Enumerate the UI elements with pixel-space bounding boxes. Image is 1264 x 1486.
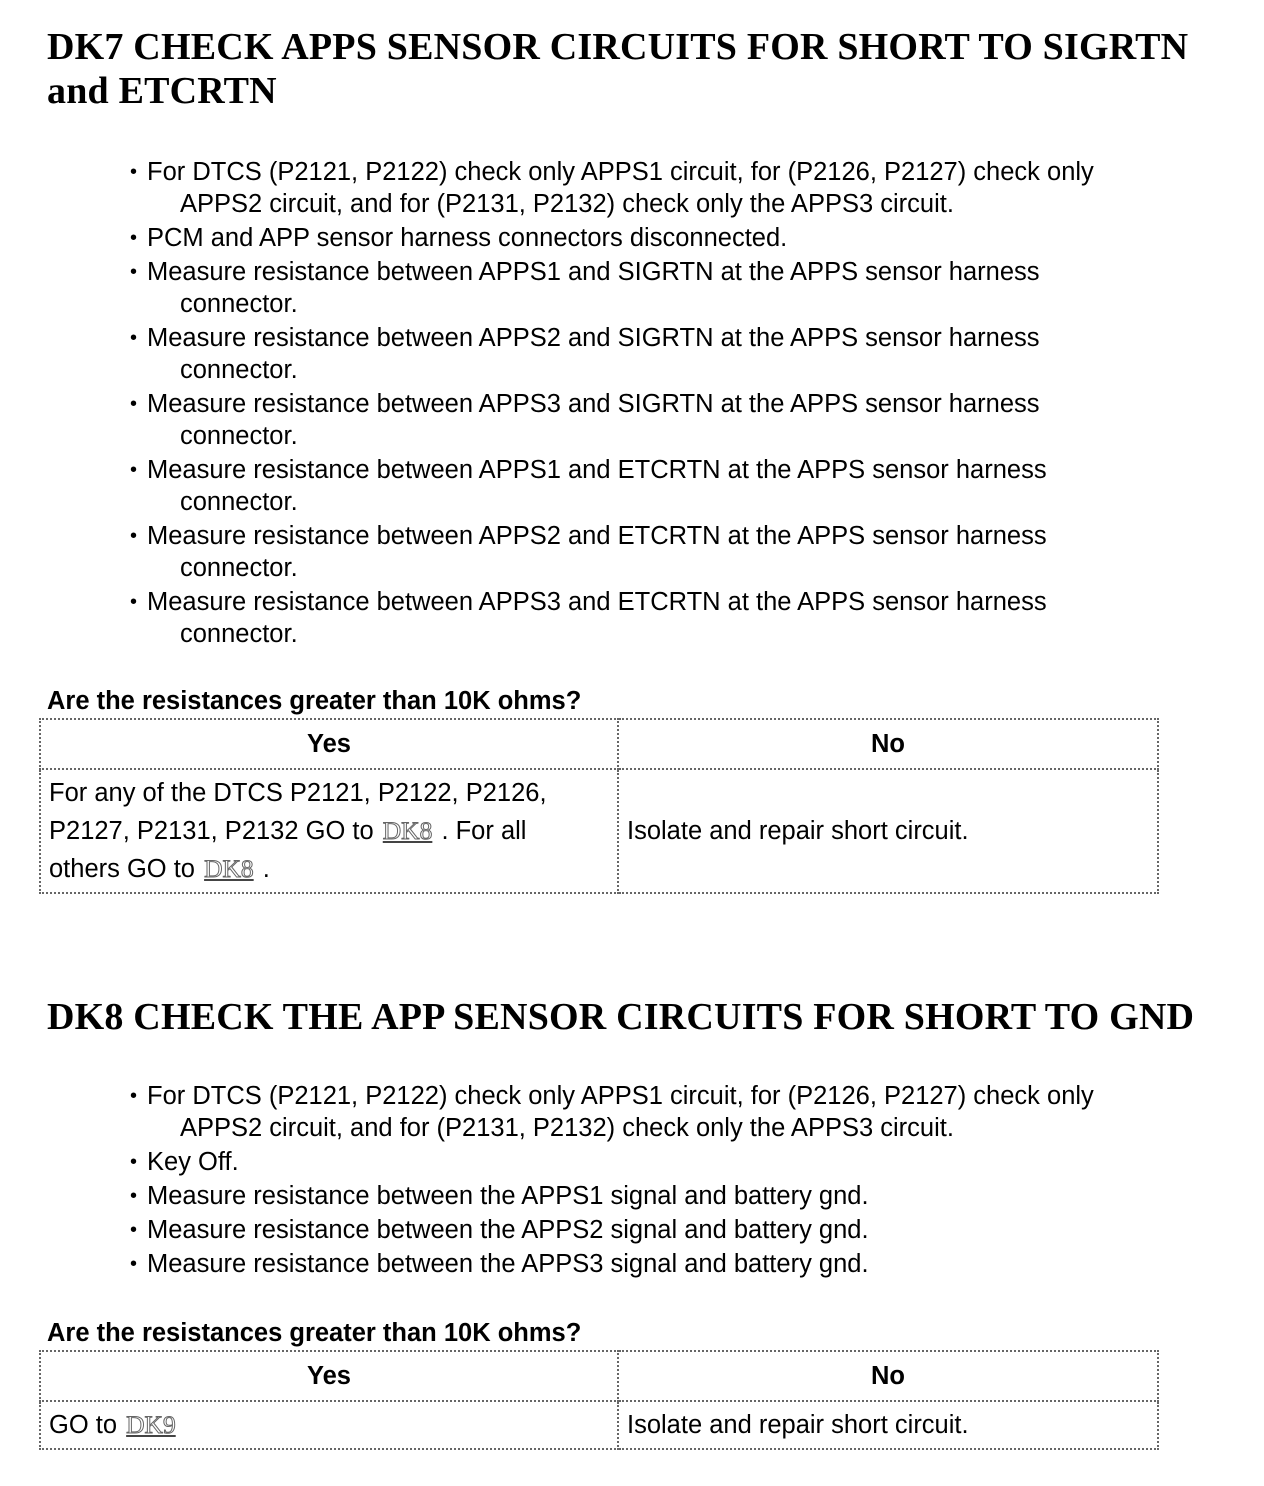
yes-header: Yes <box>40 1351 618 1401</box>
yes-cell: For any of the DTCS P2121, P2122, P2126, P2127, P2131, P2132 GO to DK8 . For all others GO to DK8 . <box>40 769 618 893</box>
step-list <box>130 1080 1230 1282</box>
table-row <box>40 1401 1158 1449</box>
answer-table <box>39 1350 1159 1450</box>
section-title: DK8 CHECK THE APP SENSOR CIRCUITS FOR SHORT TO GND <box>47 996 1195 1038</box>
question-text: Are the resistances greater than 10K ohms? <box>47 687 582 715</box>
title-line-1: DK7 CHECK APPS SENSOR CIRCUITS FOR SHORT TO SIGRTN <box>47 26 1189 68</box>
yes-header: Yes <box>40 719 618 769</box>
no-header: No <box>618 719 1158 769</box>
list-item: • Key Off. <box>130 1146 1230 1178</box>
question-text: Are the resistances greater than 10K ohms? <box>47 1319 582 1347</box>
yes-cell: GO to DK9 <box>40 1401 618 1449</box>
no-cell: Isolate and repair short circuit. <box>618 1401 1158 1449</box>
list-item: • Measure resistance between the APPS2 signal and battery gnd. <box>130 1214 1230 1246</box>
list-item: • Measure resistance between APPS3 and ETCRTN at the APPS sensor harness connector. <box>130 586 1230 650</box>
list-item: • Measure resistance between APPS1 and ETCRTN at the APPS sensor harness connector. <box>130 454 1230 518</box>
link-dk8[interactable]: DK8 <box>382 816 433 845</box>
section-dk8 <box>0 990 1264 1439</box>
link-dk9[interactable]: DK9 <box>126 1410 176 1439</box>
list-item: • Measure resistance between the APPS3 signal and battery gnd. <box>130 1248 1230 1280</box>
answer-table <box>39 718 1159 894</box>
list-item: • Measure resistance between the APPS1 signal and battery gnd. <box>130 1180 1230 1212</box>
table-row <box>40 769 1158 893</box>
table-header-row <box>40 1351 1158 1401</box>
no-cell: Isolate and repair short circuit. <box>618 769 1158 893</box>
list-item: • Measure resistance between APPS1 and SIGRTN at the APPS sensor harness connector. <box>130 256 1230 320</box>
title-line-2: and ETCRTN <box>47 70 277 112</box>
link-dk8-others[interactable]: DK8 <box>204 854 254 883</box>
no-header: No <box>618 1351 1158 1401</box>
list-item: • Measure resistance between APPS3 and SIGRTN at the APPS sensor harness connector. <box>130 388 1230 452</box>
section-title <box>0 0 1264 113</box>
list-item: • Measure resistance between APPS2 and SIGRTN at the APPS sensor harness connector. <box>130 322 1230 386</box>
list-item: • PCM and APP sensor harness connectors disconnected. <box>130 222 1230 254</box>
step-list <box>130 156 1230 652</box>
list-item: • Measure resistance between APPS2 and ETCRTN at the APPS sensor harness connector. <box>130 520 1230 584</box>
list-item: • For DTCS (P2121, P2122) check only APPS1 circuit, for (P2126, P2127) check only APPS2 circuit, and for (P2131, P2132) check only the APPS3 circuit. <box>130 156 1230 220</box>
list-item: • For DTCS (P2121, P2122) check only APPS1 circuit, for (P2126, P2127) check only APPS2 circuit, and for (P2131, P2132) check only the APPS3 circuit. <box>130 1080 1230 1144</box>
table-header-row <box>40 719 1158 769</box>
